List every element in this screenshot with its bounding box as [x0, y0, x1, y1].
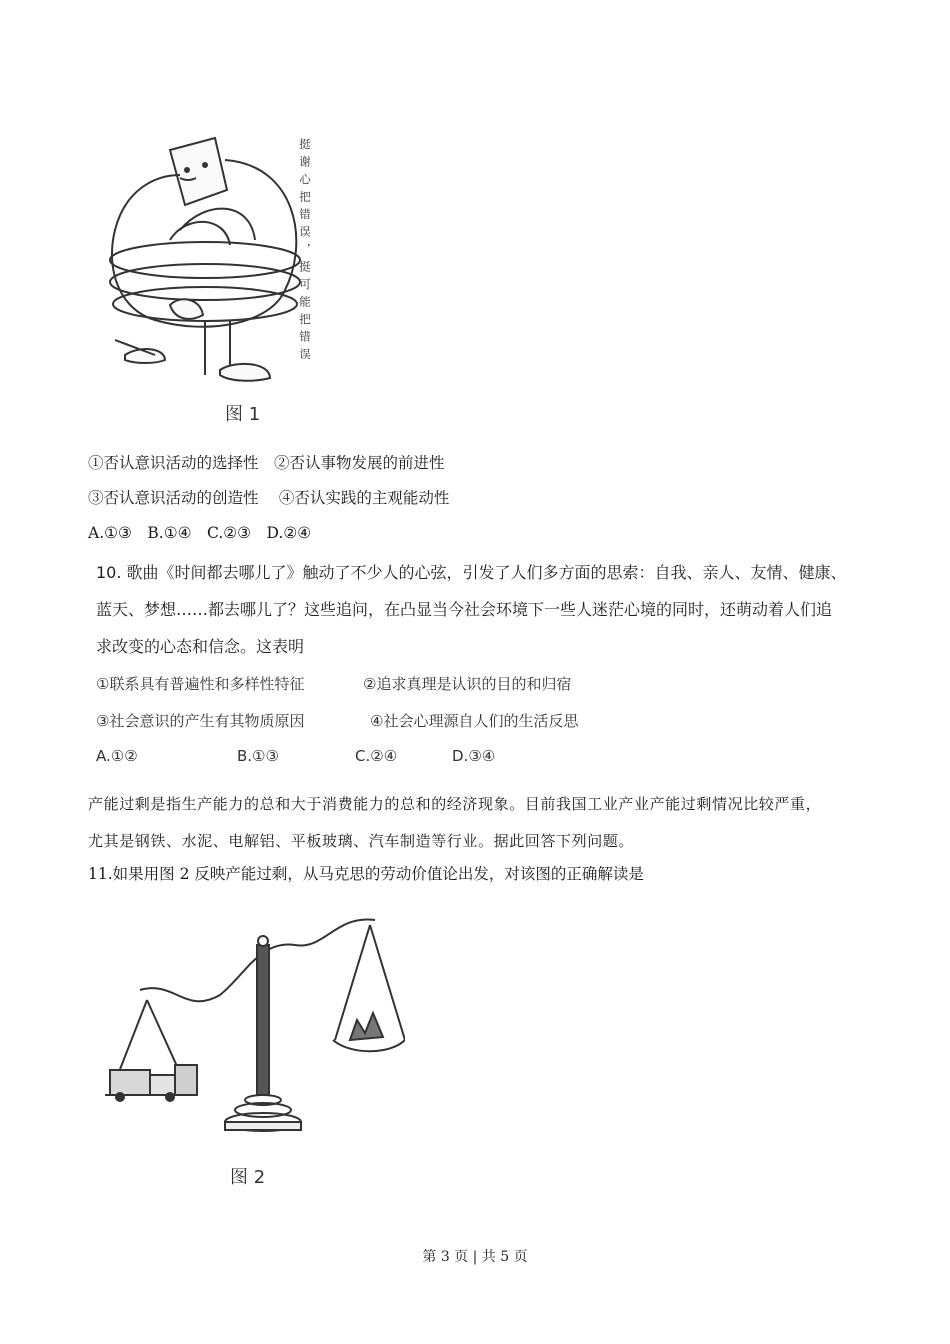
q10-stem-line-1: 10. 歌曲《时间都去哪儿了》触动了不少人的心弦，引发了人们多方面的思索：自我、亲人、友情、健康、 — [96, 563, 847, 582]
balance-scale-image — [85, 905, 405, 1155]
figure-2-caption: 图 2 — [230, 1167, 266, 1188]
q9-option-line-2: ③否认意识活动的创造性 ④否认实践的主观能动性 — [88, 489, 450, 507]
q10-answer-b: B.①③ — [237, 747, 279, 765]
q9-answer-choices: A.①③ B.①④ C.②③ D.②④ — [88, 524, 312, 542]
q10-answer-a: A.①② — [96, 747, 138, 765]
figure-1 — [85, 120, 365, 430]
q10-stem-line-2: 蓝天、梦想……都去哪儿了？这些追问，在凸显当今社会环境下一些人迷茫心境的同时，还萌动着人们追 — [96, 600, 833, 619]
q10-answer-c: C.②④ — [355, 747, 398, 765]
q11-stem: 11.如果用图 2 反映产能过剩，从马克思的劳动价值论出发，对该图的正确解读是 — [88, 865, 644, 883]
q10-option-2: ②追求真理是认识的目的和归宿 — [363, 675, 572, 693]
intro-passage-line-2: 尤其是钢铁、水泥、电解铝、平板玻璃、汽车制造等行业。据此回答下列问题。 — [88, 832, 635, 850]
q9-option-line-1: ①否认意识活动的选择性 ②否认事物发展的前进性 — [88, 454, 445, 472]
q10-option-4: ④社会心理源自人们的生活反思 — [370, 712, 579, 730]
q10-answer-d: D.③④ — [452, 747, 496, 765]
cartoon-coiled-man-image — [85, 120, 365, 400]
figure-1-side-text: 挺谢心把错误，挺可能把错误 — [298, 138, 312, 366]
intro-passage-line-1: 产能过剩是指生产能力的总和大于消费能力的总和的经济现象。目前我国工业产业产能过剩情况比较严重， — [88, 795, 822, 813]
q10-option-1: ①联系具有普遍性和多样性特征 — [96, 675, 305, 693]
page-footer: 第 3 页 | 共 5 页 — [422, 1249, 528, 1265]
figure-2 — [85, 905, 405, 1205]
q10-stem-line-3: 求改变的心态和信念。这表明 — [96, 637, 305, 656]
q10-option-3: ③社会意识的产生有其物质原因 — [96, 712, 305, 730]
figure-1-caption: 图 1 — [225, 404, 261, 425]
